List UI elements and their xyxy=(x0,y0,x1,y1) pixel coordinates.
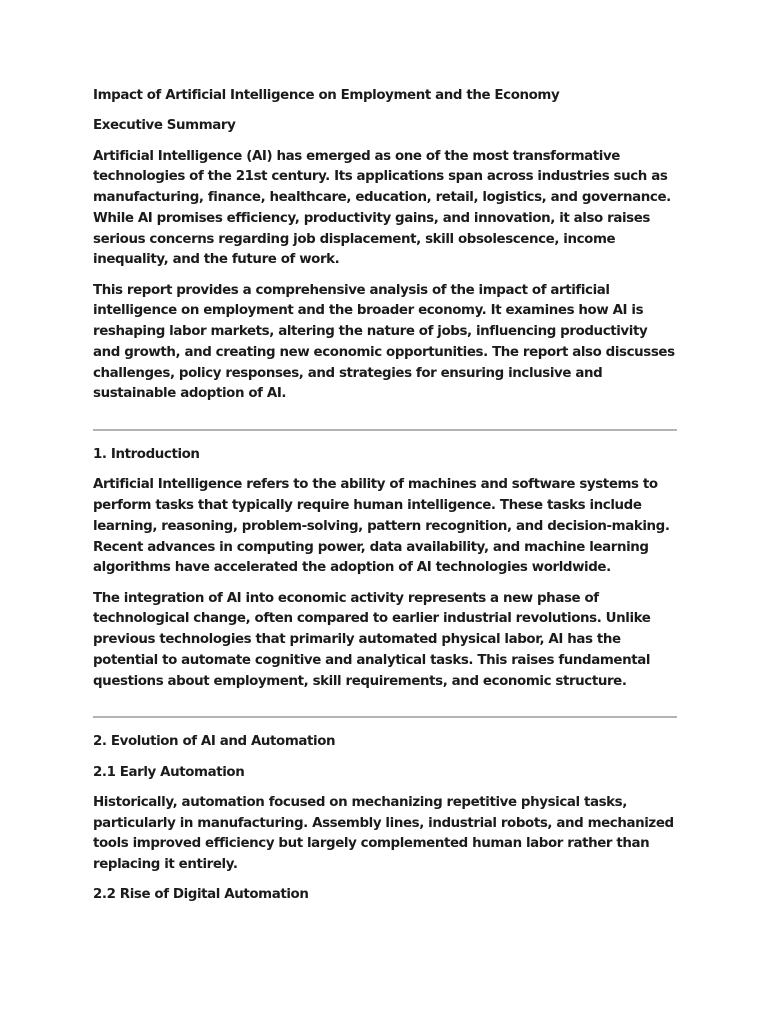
executive-summary-paragraph-1: Artificial Intelligence (AI) has emerged as one of the most transformative technologies of the 21st century. Its applications span across industries such as manufacturing, finance, healthcare, education, retail, logistics, and governance. While AI promises efficiency, productivity gains, and innovation, it also raises serious concerns regarding job displacement, skill obsolescence, income inequality, and the future of work. xyxy=(93,148,671,268)
digital-automation-heading: 2.2 Rise of Digital Automation xyxy=(93,887,309,903)
introduction-paragraph-2: The integration of AI into economic activity represents a new phase of technological change, often compared to earlier industrial revolutions. Unlike previous technologies that primarily automated physical labor, AI has the potential to automate cognitive and analytical tasks. This raises fundamental questions about employment, skill requirements, and economic structure. xyxy=(93,590,651,689)
section-divider-2 xyxy=(93,716,677,718)
evolution-heading: 2. Evolution of AI and Automation xyxy=(93,734,336,750)
document-title: Impact of Artificial Intelligence on Employment and the Economy xyxy=(93,88,560,103)
document-page xyxy=(93,86,678,916)
early-automation-paragraph: Historically, automation focused on mechanizing repetitive physical tasks, particularly in manufacturing. Assembly lines, industrial robots, and mechanized tools improved efficiency but largely complemented human labor rather than replacing it entirely. xyxy=(93,794,674,872)
early-automation-heading: 2.1 Early Automation xyxy=(93,764,245,780)
introduction-heading: 1. Introduction xyxy=(93,447,200,462)
executive-summary-paragraph-2: This report provides a comprehensive analysis of the impact of artificial intelligence on employment and the broader economy. It examines how AI is reshaping labor markets, altering the nature of jobs, influencing productivity and growth, and creating new economic opportunities. The report also discusses challenges, policy responses, and strategies for ensuring inclusive and sustainable adoption of AI. xyxy=(93,282,675,402)
section-divider-1 xyxy=(93,429,677,431)
executive-summary-heading: Executive Summary xyxy=(93,118,236,134)
introduction-paragraph-1: Artificial Intelligence refers to the ability of machines and software systems to perform tasks that typically require human intelligence. These tasks include learning, reasoning, problem-solving, pattern recognition, and decision-making. Recent advances in computing power, data availability, and machine learning algorithms have accelerated the adoption of AI technologies worldwide. xyxy=(93,477,670,576)
